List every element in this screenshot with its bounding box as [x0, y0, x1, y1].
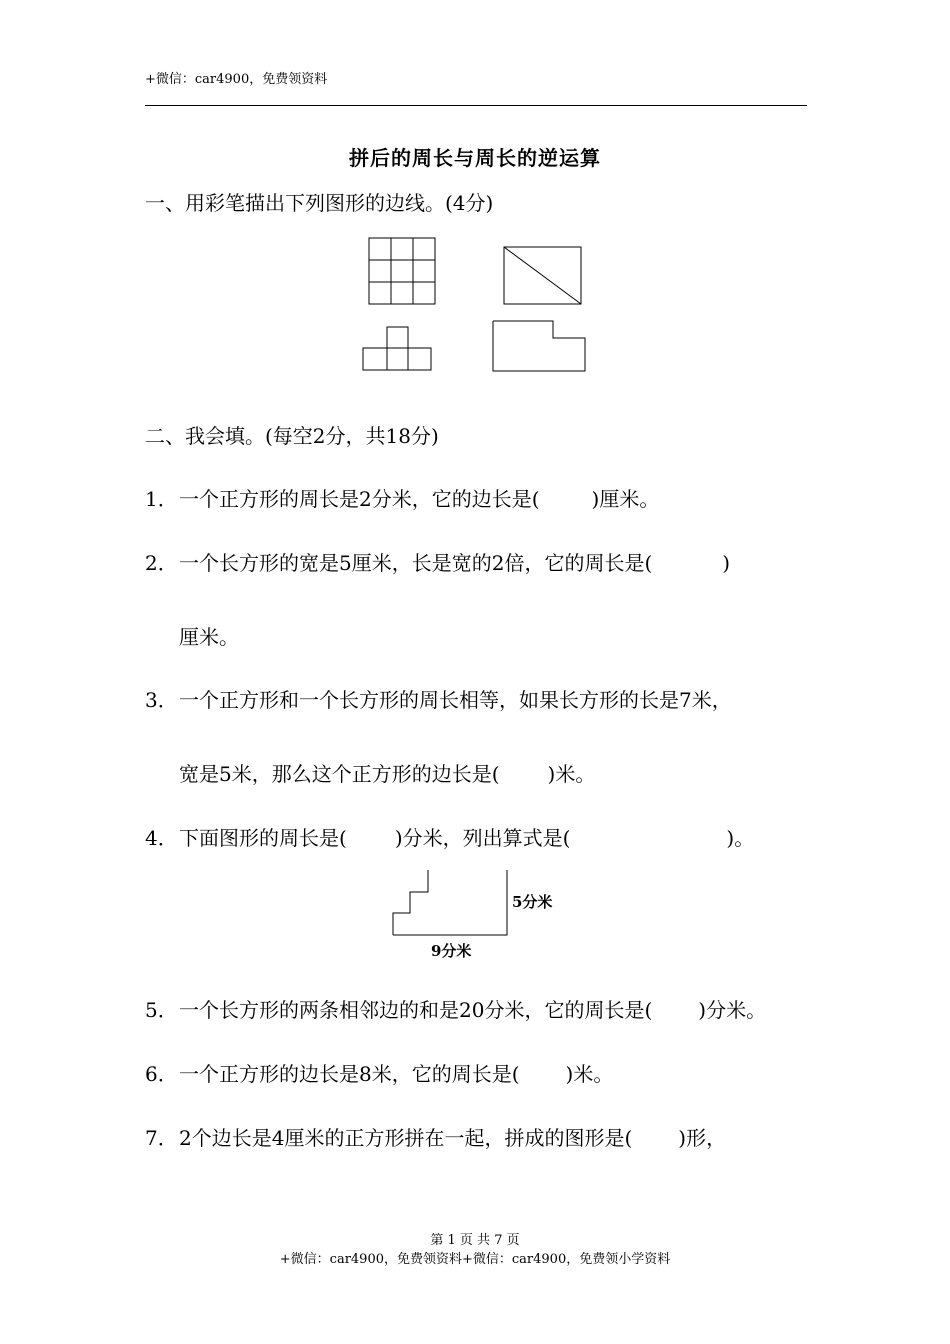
question-5: [145, 994, 766, 1023]
question-number: 6．: [145, 1062, 178, 1086]
footer-note: +微信：car4900，免费领资料+微信：car4900，免费领小学资料: [279, 1252, 671, 1267]
question-2: [145, 547, 730, 576]
question-3: [145, 684, 732, 713]
question-3-continued: [179, 758, 595, 787]
block-cross-shape: [363, 327, 431, 370]
question-2-continued: 厘米。: [179, 625, 239, 649]
question-text: )分米。: [698, 998, 767, 1022]
staircase-figure: [385, 865, 575, 965]
header-rule: [145, 105, 807, 106]
shapes-to-trace: [360, 232, 600, 377]
question-number: 3．: [145, 688, 178, 712]
question-1: [145, 483, 659, 512]
question-6: [145, 1058, 613, 1087]
question-text: )米。: [565, 1062, 614, 1086]
question-number: 1．: [145, 487, 178, 511]
question-text: 一个长方形的两条相邻边的和是20分米，它的周长是(: [179, 998, 653, 1022]
question-text: 下面图形的周长是(: [179, 826, 347, 850]
question-text: )分米，列出算式是(: [394, 826, 571, 850]
page-number: 第 1 页 共 7 页: [430, 1233, 520, 1248]
question-text: )形，: [678, 1126, 727, 1150]
question-number: 2．: [145, 551, 178, 575]
question-number: 4．: [145, 826, 178, 850]
notched-rectangle-shape: [493, 321, 585, 371]
question-7: [145, 1122, 726, 1151]
question-text: 一个正方形和一个长方形的周长相等，如果长方形的长是7米，: [179, 688, 732, 712]
question-text: 一个长方形的宽是5厘米，长是宽的2倍，它的周长是(: [179, 551, 653, 575]
header-note: +微信：car4900，免费领资料: [145, 72, 328, 87]
question-text: ): [722, 551, 731, 575]
question-text: 一个正方形的边长是8米，它的周长是(: [179, 1062, 520, 1086]
question-text: 2个边长是4厘米的正方形拼在一起，拼成的图形是(: [179, 1126, 633, 1150]
width-label: 9分米: [431, 942, 472, 960]
question-4: [145, 822, 754, 851]
section2-heading: 二、我会填。(每空2分，共18分): [145, 424, 439, 448]
staircase-outline: [393, 870, 428, 935]
question-text: 一个正方形的周长是2分米，它的边长是(: [179, 487, 540, 511]
section1-heading: 一、用彩笔描出下列图形的边线。(4分): [145, 191, 494, 215]
grid-square-shape: [369, 238, 435, 304]
question-text: )厘米。: [591, 487, 660, 511]
question-number: 7．: [145, 1126, 178, 1150]
height-label: 5分米: [512, 893, 553, 911]
question-text: 宽是5米，那么这个正方形的边长是(: [179, 762, 500, 786]
question-number: 5．: [145, 998, 178, 1022]
question-text: )。: [726, 826, 755, 850]
rectangle-diagonal-shape: [504, 247, 581, 304]
page-title: 拼后的周长与周长的逆运算: [349, 146, 601, 170]
question-text: )米。: [547, 762, 596, 786]
